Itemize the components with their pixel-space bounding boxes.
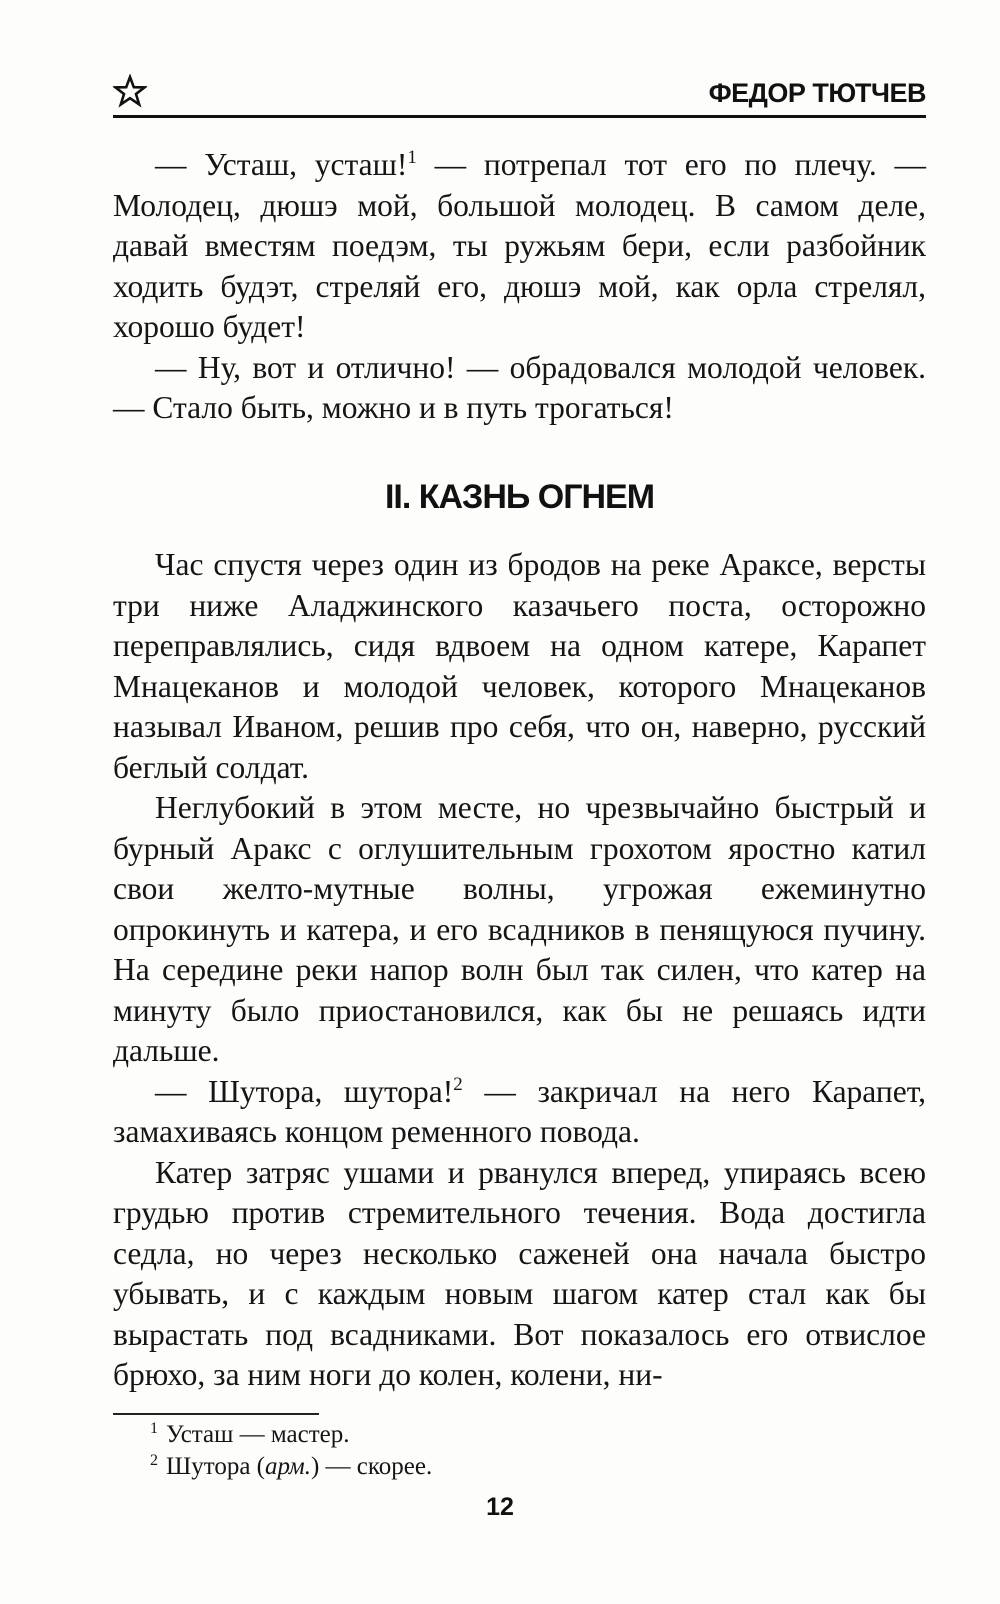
page-number: 12 bbox=[486, 1493, 514, 1521]
paragraph: — Усташ, усташ!$^1$ — потрепал тот его по плечу. — Молодец, дюшэ мой, большой молодец. В самом деле, давай вместям поедэм, ты ружьям бери, если разбойник ходить будэт, стреляй его, дюшэ мой, как орла стрелял, хорошо будет! bbox=[113, 147, 927, 344]
paragraph: Неглубокий в этом месте, но чрезвычайно быстрый и бурный Аракс с оглушительным грохотом яростно катил свои желто-мутные волны, угрожая ежеминутно опрокинуть и катера, и его всадников в пенящуюся пучину. На середине реки напор волн был так силен, что катер на минуту было приостановился, как бы не решаясь идти дальше. bbox=[113, 790, 926, 1068]
paragraph: — Шутора, шутора!$^2$ — закричал на него Карапет, замахиваясь концом ременного повода. bbox=[113, 1073, 926, 1149]
running-title: ФЕДОР ТЮТЧЕВ bbox=[708, 78, 926, 108]
header-rule bbox=[113, 115, 926, 118]
chapter-heading: II. КАЗНЬ ОГНЕМ bbox=[384, 478, 655, 516]
footnote-reference: 1 bbox=[407, 147, 417, 168]
footnote: $^2$ Шутора (арм.) — скорее. bbox=[150, 1452, 433, 1480]
paragraph: Час спустя через один из бродов на реке Араксе, версты три ниже Аладжинского казачьего поста, осторожно переправлялись, сидя вдвоем на одном катере, Карапет Мнацеканов и молодой человек, которого Мнацеканов называл Иваном, решив про себя, что он, наверно, русский беглый солдат. bbox=[113, 547, 926, 785]
footnote-reference: 2 bbox=[453, 1073, 463, 1095]
paragraph: Катер затряс ушами и рванулся вперед, упираясь всею грудью против стремительного течения. Вода достигла седла, но через несколько саженей она начала быстро убывать, и с каждым новым шагом катер стал как бы вырастать под всадниками. Вот показалось его отвислое брюхо, за ним ноги до колен, колени, ни- bbox=[113, 1154, 926, 1392]
footnote-mark: 1 bbox=[150, 1420, 158, 1437]
star-icon bbox=[113, 74, 147, 108]
text-block-top bbox=[113, 145, 926, 429]
footnotes bbox=[150, 1419, 910, 1483]
paragraph: — Ну, вот и отлично! — обрадовался молодой человек. — Стало быть, можно и в путь трогаться! bbox=[113, 349, 926, 425]
text-block-chapter bbox=[113, 545, 926, 1396]
footnote-rule bbox=[113, 1413, 319, 1415]
footnote-mark: 2 bbox=[150, 1452, 158, 1469]
footnote: $^1$ Усташ — мастер. bbox=[150, 1420, 350, 1448]
running-header bbox=[113, 74, 926, 118]
